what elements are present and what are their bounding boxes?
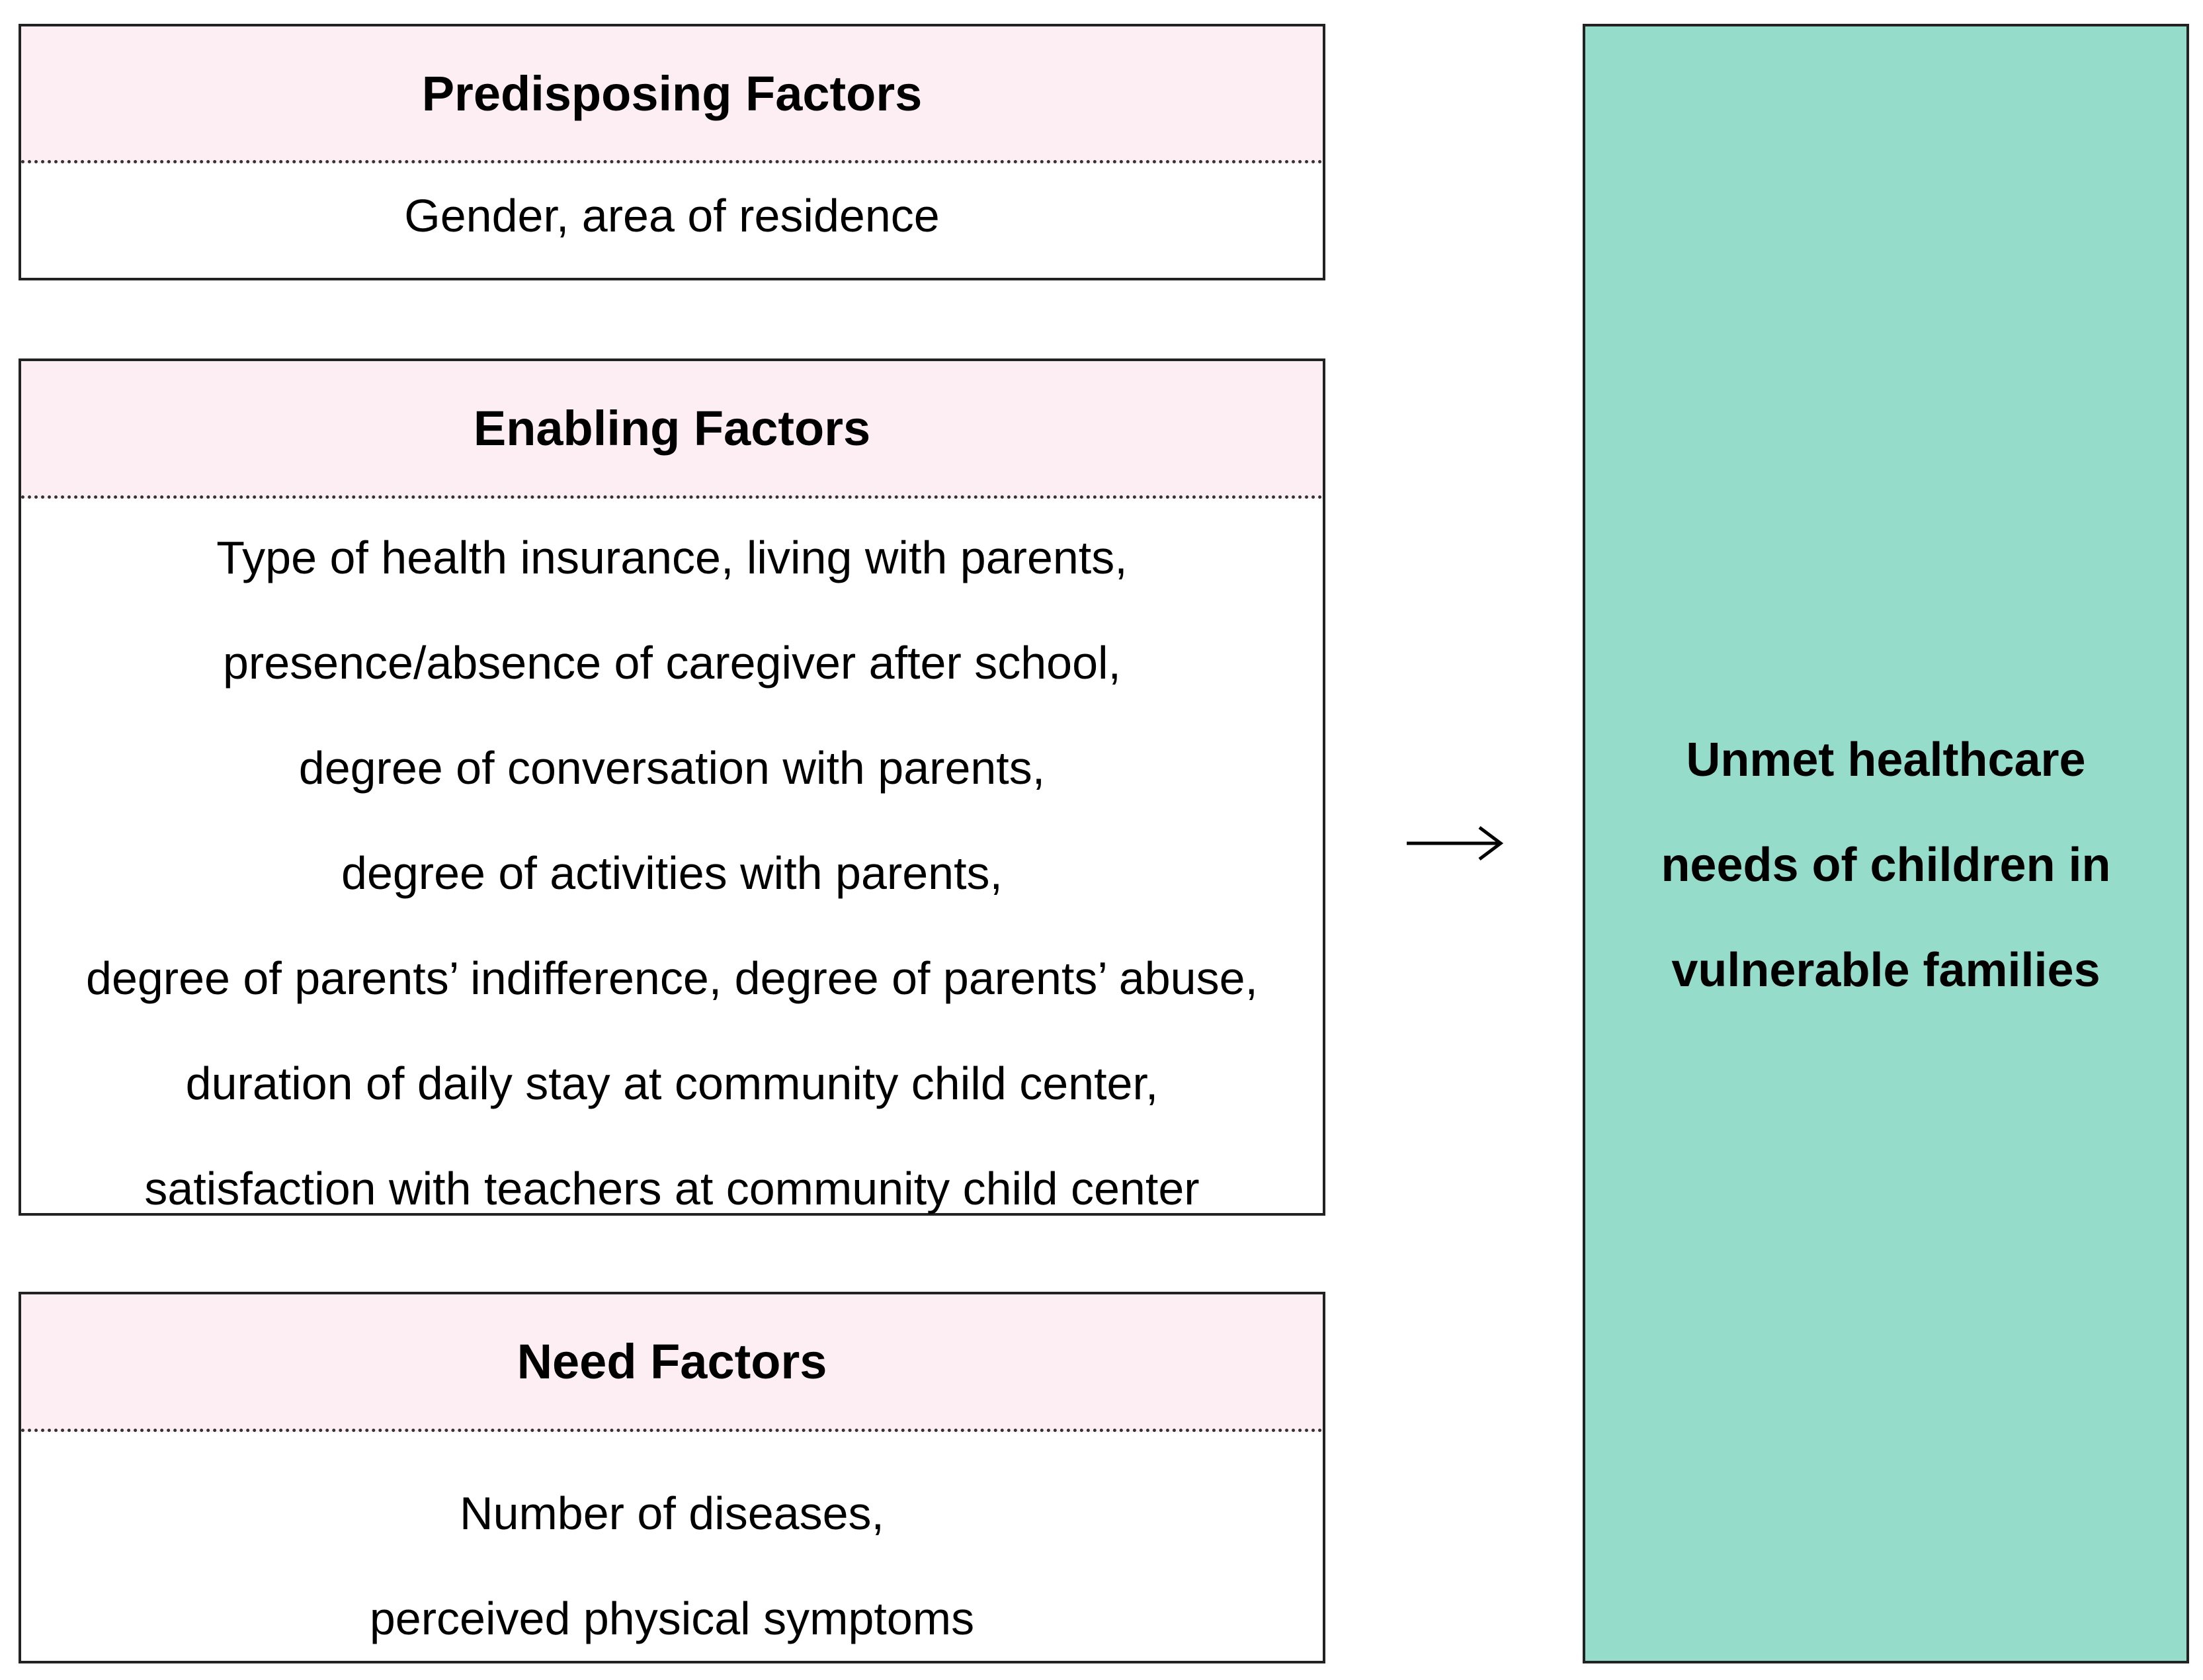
outcome-line: needs of children in	[1661, 839, 2111, 892]
enabling-factors-box	[19, 358, 1325, 1216]
predisposing-factor-line: Gender, area of residence	[404, 190, 940, 241]
need-factor-line: Number of diseases,	[460, 1488, 884, 1539]
enabling-factor-line: degree of conversation with parents,	[298, 742, 1046, 794]
enabling-factor-line: Type of health insurance, living with parents,	[216, 532, 1128, 583]
enabling-factor-line: duration of daily stay at community child center,	[185, 1058, 1159, 1109]
outcome-box	[1583, 24, 2189, 1663]
enabling-factor-line: satisfaction with teachers at community child center	[144, 1163, 1200, 1214]
need-factors-title: Need Factors	[21, 1294, 1323, 1432]
right-arrow-icon	[1405, 817, 1505, 870]
outcome-text	[1585, 708, 2186, 1023]
predisposing-factors-body	[21, 163, 1323, 245]
outcome-line: vulnerable families	[1671, 944, 2100, 997]
need-factor-line: perceived physical symptoms	[369, 1593, 975, 1644]
outcome-line: Unmet healthcare	[1686, 734, 2086, 786]
predisposing-factors-box	[19, 24, 1325, 280]
need-factors-box	[19, 1292, 1325, 1663]
enabling-factors-title: Enabling Factors	[21, 361, 1323, 499]
need-factors-body	[21, 1432, 1323, 1671]
enabling-factor-line: degree of parents’ indifference, degree of parents’ abuse,	[86, 952, 1258, 1004]
predisposing-factors-title: Predisposing Factors	[21, 26, 1323, 163]
enabling-factor-line: degree of activities with parents,	[341, 847, 1003, 899]
enabling-factors-body	[21, 499, 1323, 1241]
enabling-factor-line: presence/absence of caregiver after school,	[223, 637, 1121, 689]
